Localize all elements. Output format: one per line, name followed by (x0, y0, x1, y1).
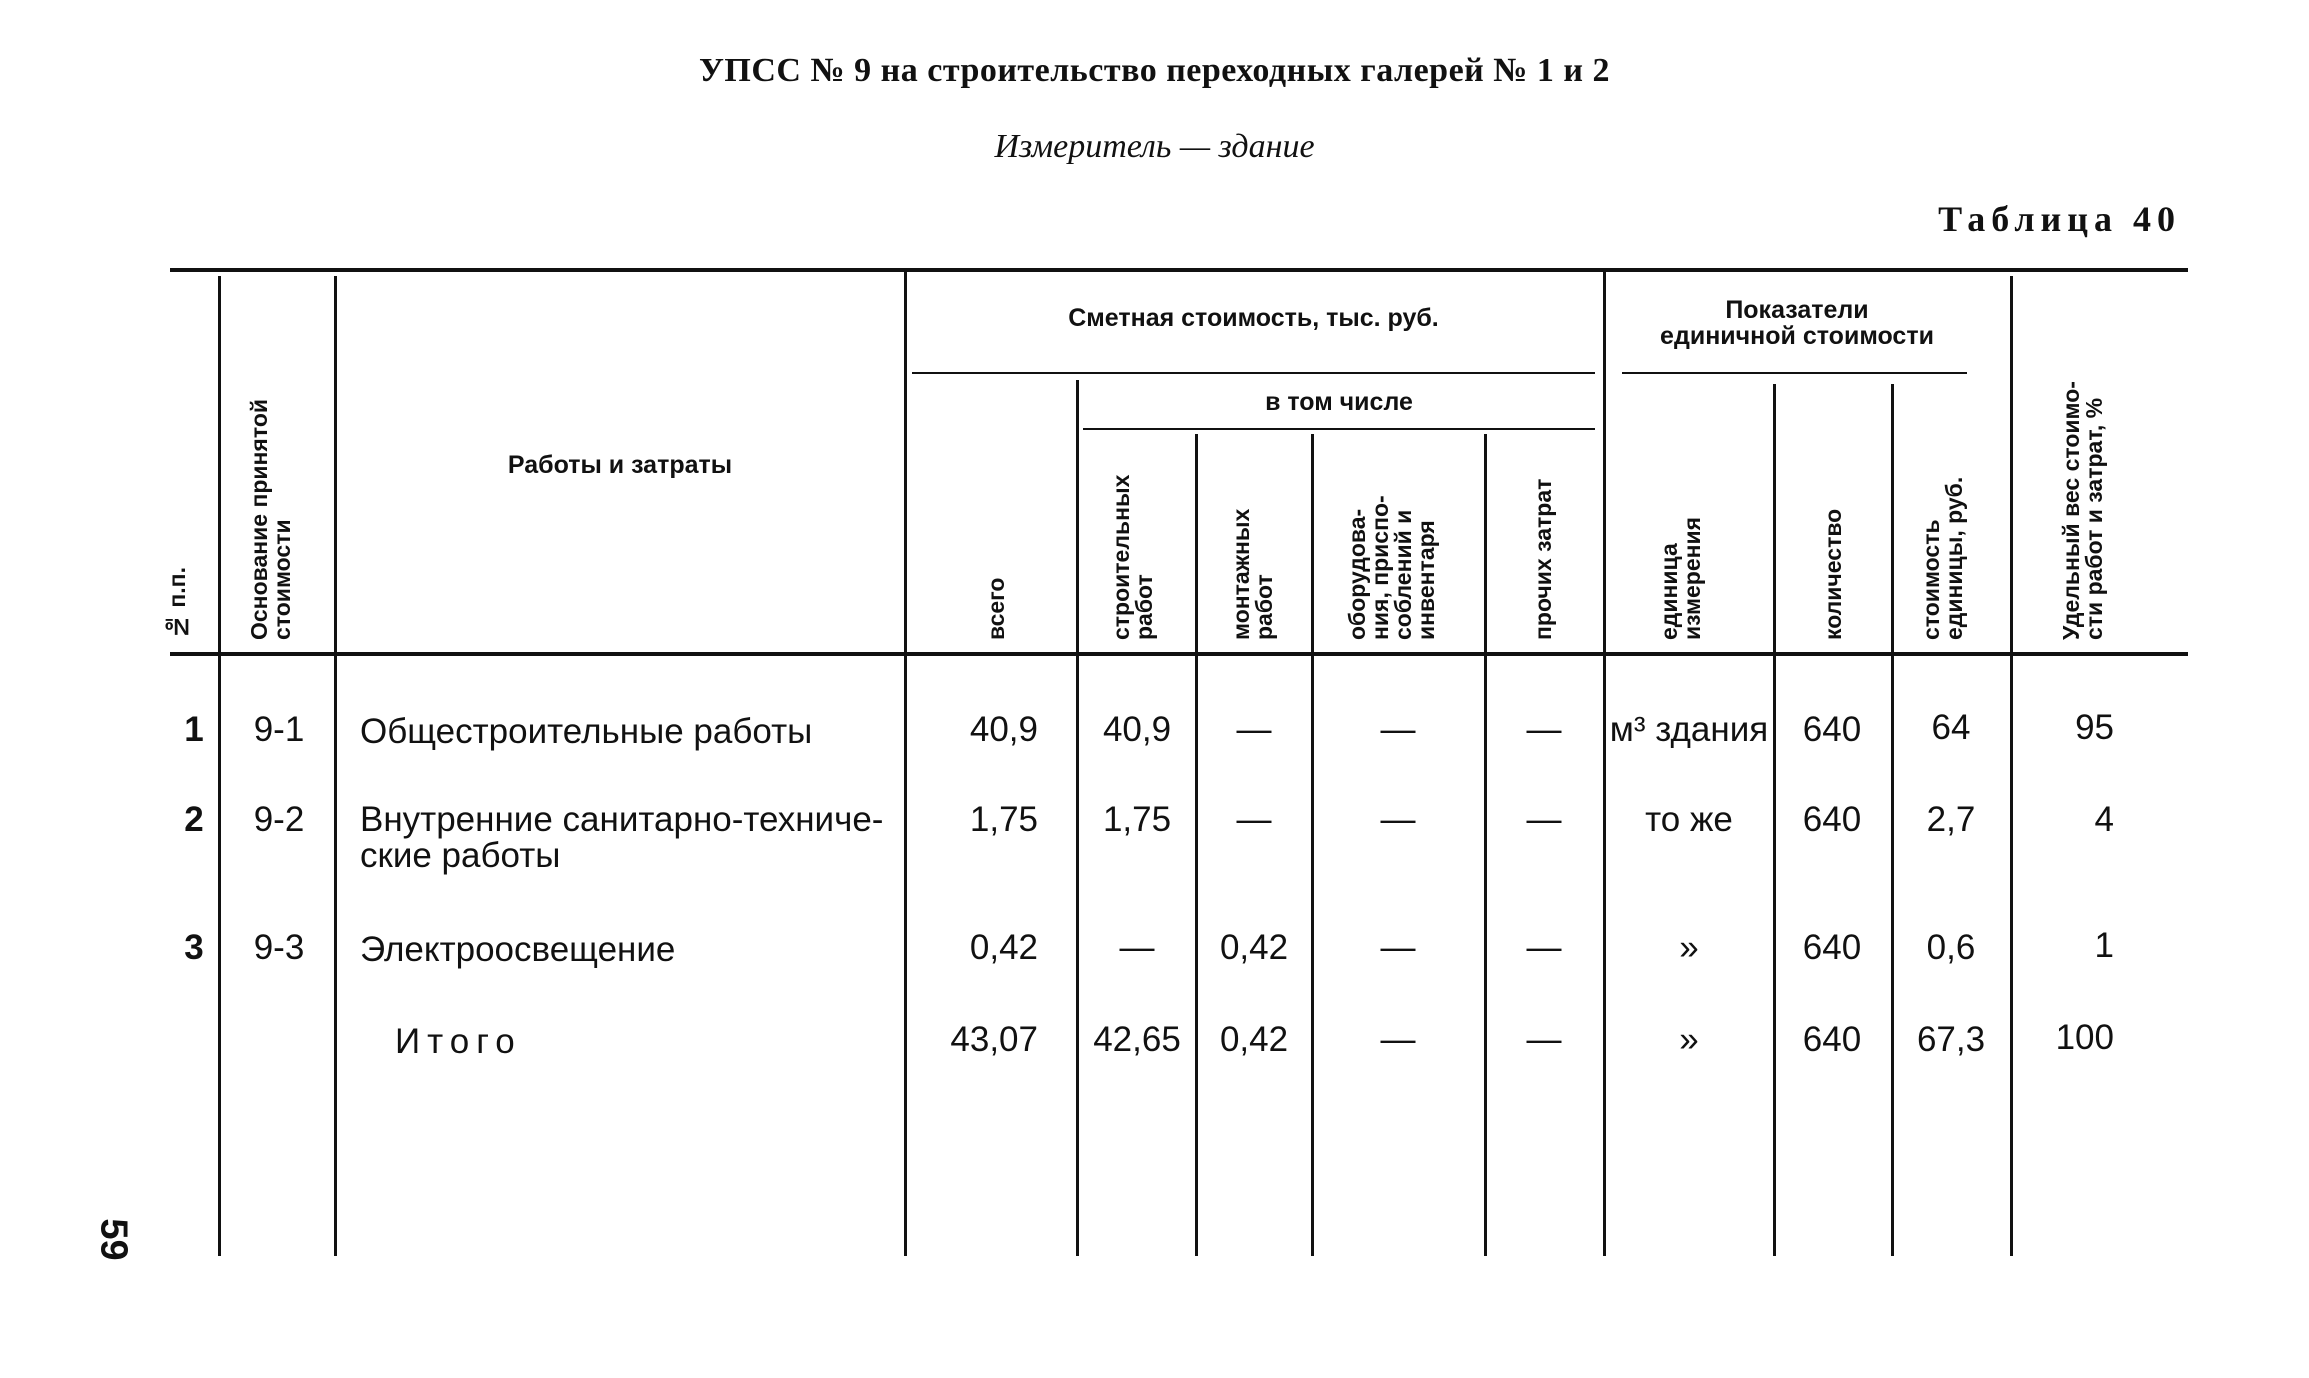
row-construction: 1,75 (1102, 800, 1172, 839)
header-total: всего (983, 577, 1009, 640)
row-unit: » (1679, 928, 1699, 967)
header-basis: Основание принятой стоимости (246, 398, 295, 640)
row-total: 40,9 (969, 710, 1038, 749)
row-installation: 0,42 (1219, 928, 1289, 967)
row-installation: — (1236, 800, 1272, 839)
row-num: 1 (184, 710, 204, 749)
col-divider (334, 276, 337, 1256)
table-top-rule (170, 268, 2188, 272)
col-divider (1484, 434, 1487, 1256)
row-quantity: 640 (1802, 928, 1862, 967)
total-unit: » (1679, 1020, 1699, 1059)
page-number: 59 (92, 1218, 135, 1261)
header-including: в том числе (1265, 388, 1413, 416)
row-basis: 9-3 (253, 928, 305, 967)
page-title: УПСС № 9 на строительство переходных галерей № 1 и 2 (698, 52, 1611, 89)
header-bottom-rule (170, 652, 2188, 656)
col-divider (1773, 384, 1776, 1256)
total-other: — (1526, 1020, 1562, 1059)
table-label: Таблица 40 (1938, 199, 2181, 239)
header-equipment: оборудова- ния, приспо- соблений и инвентаря (1344, 495, 1439, 640)
total-quantity: 640 (1802, 1020, 1862, 1059)
col-divider (1603, 268, 1606, 1256)
row-basis: 9-2 (253, 800, 305, 839)
header-unit-cost: стоимость единицы, руб. (1918, 476, 1967, 640)
header-installation: монтажных работ (1228, 508, 1277, 640)
row-unit-cost: 64 (1931, 708, 1971, 747)
cost-group-rule (912, 372, 1595, 374)
total-equipment: — (1380, 1020, 1416, 1059)
row-equipment: — (1380, 928, 1416, 967)
col-divider (1891, 384, 1894, 1256)
header-works: Работы и затраты (507, 451, 733, 479)
row-unit: м³ здания (1609, 710, 1769, 749)
total-total: 43,07 (950, 1020, 1038, 1059)
row-works: Электроосвещение (360, 930, 676, 969)
col-divider (1076, 380, 1079, 1256)
row-other: — (1526, 710, 1562, 749)
row-quantity: 640 (1802, 710, 1862, 749)
col-divider (1195, 434, 1198, 1256)
total-construction: 42,65 (1093, 1020, 1181, 1059)
header-other: прочих затрат (1530, 478, 1556, 640)
row-num: 3 (184, 928, 204, 967)
row-quantity: 640 (1802, 800, 1862, 839)
row-share: 95 (2075, 708, 2114, 747)
row-other: — (1526, 800, 1562, 839)
row-unit-cost: 2,7 (1926, 800, 1976, 839)
row-basis: 9-1 (253, 710, 305, 749)
row-equipment: — (1380, 800, 1416, 839)
header-share: Удельный вес стоимо- сти работ и затрат, % (2058, 381, 2107, 640)
row-works: Внутренние санитарно-техниче-ские работы (360, 800, 884, 875)
row-unit-cost: 0,6 (1926, 928, 1976, 967)
header-num: № п.п. (164, 567, 190, 640)
header-indicators-group: Показатели единичной стоимости (1660, 296, 1934, 351)
row-works: Общестроительные работы (360, 712, 813, 751)
row-other: — (1526, 928, 1562, 967)
row-construction: 40,9 (1102, 710, 1172, 749)
col-divider (218, 276, 221, 1256)
total-unit-cost: 67,3 (1916, 1020, 1986, 1059)
row-share: 1 (2094, 926, 2114, 965)
row-total: 1,75 (969, 800, 1038, 839)
row-construction: — (1119, 928, 1155, 967)
total-installation: 0,42 (1219, 1020, 1289, 1059)
col-divider (904, 268, 907, 1256)
header-cost-group: Сметная стоимость, тыс. руб. (1068, 304, 1439, 332)
page-subtitle: Измеритель — здание (994, 128, 1315, 165)
row-total: 0,42 (969, 928, 1038, 967)
header-quantity: количество (1820, 508, 1846, 640)
total-label: Итого (395, 1022, 522, 1061)
row-share: 4 (2094, 800, 2114, 839)
header-unit: единица измерения (1656, 516, 1705, 640)
total-share: 100 (2055, 1018, 2114, 1057)
row-installation: — (1236, 710, 1272, 749)
header-construction: строительных работ (1108, 474, 1157, 640)
indicators-group-rule (1622, 372, 1967, 374)
col-divider (2010, 276, 2013, 1256)
col-divider (1311, 434, 1314, 1256)
row-unit: то же (1645, 800, 1733, 839)
row-equipment: — (1380, 710, 1416, 749)
row-num: 2 (184, 800, 204, 839)
including-rule (1083, 428, 1595, 430)
